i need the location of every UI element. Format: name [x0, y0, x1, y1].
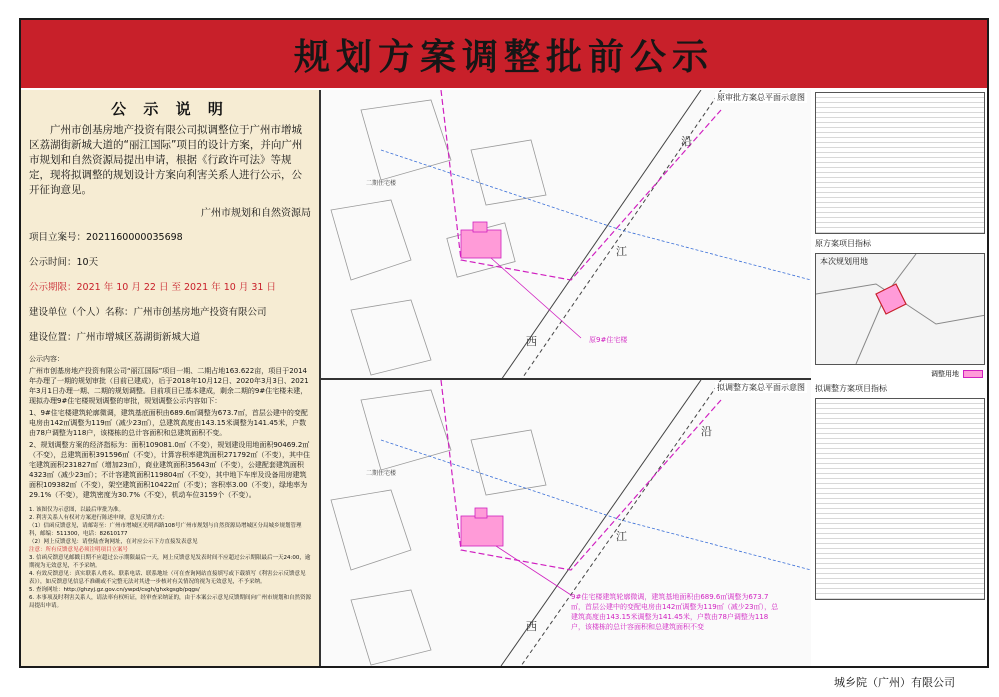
- inset-drawing: [816, 254, 985, 364]
- original-indicators-title: 原方案项目指标: [815, 239, 871, 248]
- map-label-road: 沿: [681, 135, 692, 148]
- proposed-building-callout: 9#住宅楼建筑轮廓微调，建筑基地面积由689.6㎡调整为673.7㎡，首层公建中的变配电房由142㎡调整为119㎡（减少23㎡），总建筑高度由143.15米调整为141.45米，户数由78户调整为118户，该楼栋的总计容面积和总建筑面积不变: [571, 593, 779, 631]
- field-value: 广州市创基房地产投资有限公司: [133, 307, 267, 318]
- notice-panel: [21, 90, 321, 666]
- original-indicator-table: [815, 92, 985, 234]
- field-project-id: [29, 229, 311, 243]
- field-value: 10天: [76, 257, 99, 268]
- field-label: 建设单位（个人）名称：: [29, 307, 134, 318]
- proposed-plan-title: 拟调整方案总平面示意图: [717, 383, 805, 392]
- map-label-road: 江: [616, 245, 627, 258]
- note-item: （1）信函反馈意见，请邮寄至：广州市增城区光明西路108号广州市规划与自然资源局增城区分局城乡规划管理科，邮编：511300，电话：82610177: [29, 523, 302, 537]
- original-plan-drawing: [321, 90, 811, 380]
- detail-heading: 公示内容：: [29, 355, 64, 363]
- field-location: [29, 329, 311, 343]
- note-item-warning: 注意：所有反馈意见必须注明项目立案号: [29, 547, 129, 553]
- note-item: 4. 有效反馈意见：真实联系人姓名、联系电话、联系地址（可在查询网站直接填写或下载填写《利害公示反馈意见表》），如反馈意见信息不准确或不完整无法对其进一步核对有关情况的视为无效意见，不予采纳。: [29, 571, 306, 585]
- note-item: 1. 该图仅为示意图，以最后审批为准。: [29, 507, 124, 513]
- legend: [811, 367, 989, 381]
- field-value: 2021 年 10 月 22 日 至 2021 年 10 月 31 日: [76, 282, 276, 293]
- proposed-indicator-table: [815, 398, 985, 600]
- field-label: 公示期限：: [29, 282, 77, 293]
- original-building-callout: 原9#住宅楼: [589, 336, 628, 344]
- map-label-road: 西: [526, 620, 537, 633]
- note-item: 5. 查询网址：http://ghzyj.gz.gov.cn/ywpd/csgh/ghxkgsgb/pqgs/: [29, 587, 200, 593]
- notice-detail: [29, 354, 311, 500]
- detail-paragraph: 2、规划调整方案的经济指标为：面积109081.0㎡（不变），规划建设用地面积90469.2㎡（不变），总建筑面积391596㎡（不变），计算容积率建筑面积271792㎡（不变），其中住宅建筑面积231827㎡（增加23㎡），商业建筑面积35643㎡（不变），公建配套建筑面积4323㎡（减少23㎡）；不计容建筑面积119804㎡（不变），其中地下车库及设备用房建筑面积109382㎡（不变），架空建筑面积10422㎡（不变）；容积率3.00（不变），绿地率为29.1%（不变），建筑密度为30.7%（不变），机动车位3159个（不变）。: [29, 441, 310, 499]
- field-label: 公示时间：: [29, 257, 77, 268]
- notice-intro: 广州市创基房地产投资有限公司拟调整位于广州市增城区荔湖街新城大道的“丽江国际”项目的设计方案，并向广州市规划和自然资源局提出申请，根据《行政许可法》等规定，现将拟调整的规划设计方案向利害关系人进行公示，公开征询意见。: [29, 124, 303, 196]
- map-label-road: 沿: [701, 425, 712, 438]
- location-inset-map: [815, 253, 985, 365]
- title-banner: [21, 20, 987, 88]
- note-item: 6. 本事项及时利害关系人，请法率有权听证，经审查采纳证的，由于本案公示意见反馈期间向广州市规划和自然资源局提出申请。: [29, 595, 311, 609]
- feedback-notes: [29, 506, 311, 610]
- field-duration: [29, 254, 311, 268]
- field-label: 项目立案号：: [29, 232, 87, 243]
- map-label-road: 西: [526, 335, 537, 348]
- note-item: 2. 利害关系人有权对方案进行陈述申辩，意见反馈方式：: [29, 515, 168, 521]
- map-label-building: 二期住宅楼: [366, 470, 397, 477]
- notice-board: [19, 18, 989, 668]
- note-item: （2）网上反馈意见：请登陆查询网址，在对应公示下方直接发表意见: [29, 539, 198, 545]
- detail-paragraph: 广州市创基房地产投资有限公司“丽江国际”项目一期、二期占地163.622亩，项目于2014年办理了一期的规划审批（目前已建成），后于2018年10月12日、2020年3月3日、2021年3月1日办理一期、二期的规划调整。目前项目已基本建成，剩余二期的9#住宅楼未建，现拟办理9#住宅楼规划调整的审批，规划调整公示内容如下：: [29, 367, 309, 405]
- field-period: [29, 279, 311, 293]
- page-title: 规划方案调整批前公示: [293, 35, 714, 78]
- indicator-sidebar: [811, 90, 989, 666]
- notice-heading: 公 示 说 明: [111, 100, 229, 118]
- field-developer: [29, 304, 311, 318]
- detail-paragraph: 1、9#住宅楼建筑轮廓微调，建筑基底面积由689.6㎡调整为673.7㎡，首层公建中的变配电房由142㎡调整为119㎡（减少23㎡），总建筑高度由143.15米调整为141.45米，户数由78户调整为118户，该楼栋的总计容面积和总建筑面积不变。: [29, 409, 308, 437]
- original-plan-title: 原审批方案总平面示意图: [717, 93, 805, 102]
- field-value: 广州市增城区荔湖街新城大道: [76, 332, 201, 343]
- issuer-name: 广州市规划和自然资源局: [201, 208, 311, 219]
- legend-swatch: [963, 370, 983, 378]
- proposed-site-plan: [321, 380, 811, 666]
- proposed-indicators-title: 拟调整方案项目指标: [815, 384, 887, 393]
- original-site-plan: [321, 90, 811, 380]
- note-item: 3. 信函反馈意见邮戳日期不应超过公示期限最后一天，网上反馈意见发表时间不应超过公示期限最后一天24:00，逾期视为无效意见，不予采纳。: [29, 555, 311, 569]
- field-value: 2021160000035698: [86, 232, 183, 243]
- map-label-building: 二期住宅楼: [366, 180, 397, 187]
- site-label: 本次规划用地: [820, 257, 868, 266]
- field-label: 建设位置：: [29, 332, 77, 343]
- footer-company: 城乡院（广州）有限公司: [834, 676, 955, 689]
- legend-label: 调整用地: [931, 370, 959, 378]
- map-label-road: 江: [616, 530, 627, 543]
